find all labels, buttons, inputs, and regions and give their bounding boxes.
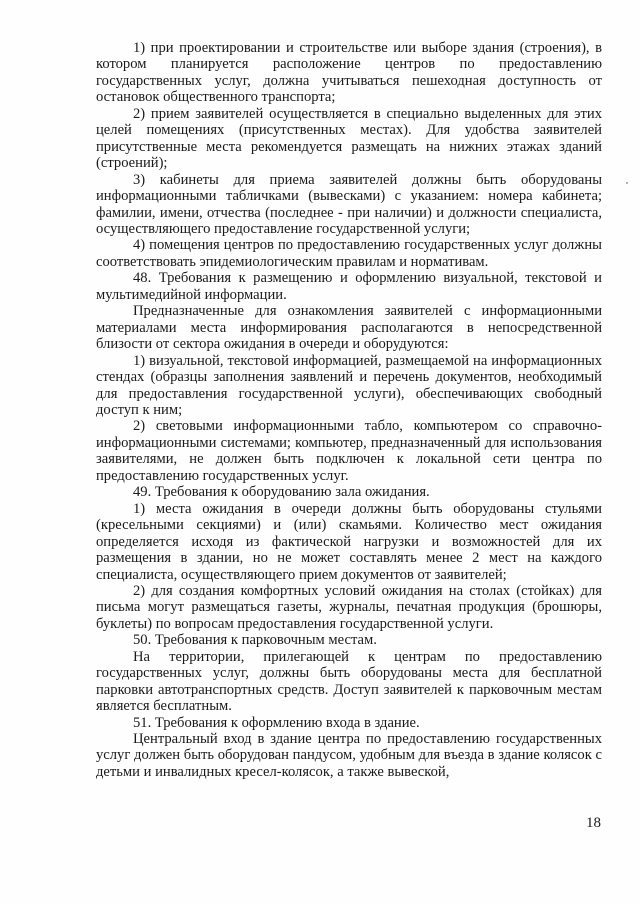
- paragraph: 1) места ожидания в очереди должны быть оборудованы стульями (кресельными секциями) и (или) скамьями. Количество мест ожидания определяется исходя из фактической нагрузки и возможностей для их размещения в здании, но не может составлять менее 2 мест на каждого специалиста, осуществляющего прием документов от заявителей;: [96, 500, 602, 583]
- section-heading: 50. Требования к парковочным местам.: [133, 632, 377, 649]
- paragraph: 3) кабинеты для приема заявителей должны быть оборудованы информационными табличками (вывесками) с указанием: номера кабинета; фамилии, имени, отчества (последнее - при наличии) и должности специалиста, осуществляющего предоставление государственной услуги;: [96, 171, 602, 237]
- paragraph: 1) визуальной, текстовой информацией, размещаемой на информационных стендах (образцы заполнения заявлений и перечень документов, необходимый для предоставления государственной услуги), обеспечивающих свободный доступ к ним;: [96, 352, 602, 418]
- paragraph: 1) при проектировании и строительстве или выборе здания (строения), в котором планируется расположение центров по предоставлению государственных услуг, должна учитываться пешеходная доступность от остановок общественного транспорта;: [96, 40, 602, 106]
- page-number: 18: [586, 815, 601, 831]
- section-heading: 48. Требования к размещению и оформлению визуальной, текстовой и мультимедийной информации.: [96, 270, 602, 303]
- scan-speck: [626, 182, 628, 184]
- paragraph: 2) световыми информационными табло, компьютером со справочно-информационными системами; компьютер, предназначенный для использования заявителями, не должен быть подключен к локальной сети центра по предоставлению государственных услуг.: [96, 418, 602, 484]
- section-heading: 49. Требования к оборудованию зала ожидания.: [133, 484, 430, 501]
- section-heading: 51. Требования к оформлению входа в здание.: [133, 714, 420, 731]
- paragraph: На территории, прилегающей к центрам по предоставлению государственных услуг, должны быть оборудованы места для бесплатной парковки автотранспортных средств. Доступ заявителей к парковочным местам является бесплатным.: [96, 648, 602, 715]
- paragraph: Предназначенные для ознакомления заявителей с информационными материалами места информирования располагаются в непосредственной близости от сектора ожидания в очереди и оборудуются:: [96, 303, 602, 353]
- paragraph: 4) помещения центров по предоставлению государственных услуг должны соответствовать эпидемиологическим правилам и нормативам.: [96, 237, 602, 270]
- document-body: [96, 40, 602, 780]
- paragraph: 2) для создания комфортных условий ожидания на столах (стойках) для письма могут размещаться газеты, журналы, печатная продукция (брошюры, буклеты) по вопросам предоставления государственной услуги.: [96, 582, 602, 632]
- paragraph: Центральный вход в здание центра по предоставлению государственных услуг должен быть оборудован пандусом, удобным для въезда в здание колясок с детьми и инвалидных кресел-колясок, а также вывеской,: [96, 731, 602, 780]
- paragraph: 2) прием заявителей осуществляется в специально выделенных для этих целей помещениях (присутственных местах). Для удобства заявителей присутственные места рекомендуется размещать на нижних этажах зданий (строений);: [96, 105, 602, 172]
